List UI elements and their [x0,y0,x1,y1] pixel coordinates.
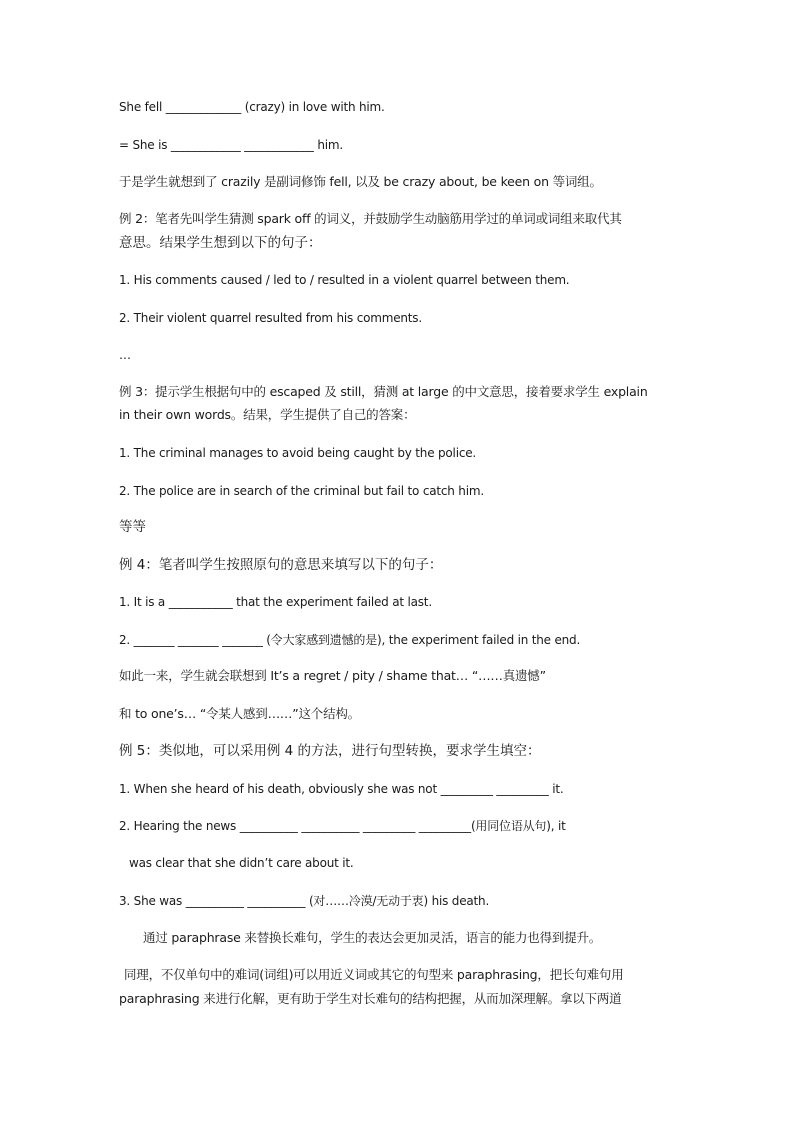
list-item: 1. The criminal manages to avoid being caught by the police. [119,446,477,460]
paragraph-line: in their own words。结果，学生提供了自己的答案： [119,407,416,422]
list-item: 3. She was __________ __________ (对……冷漠/无动于衷) his death. [119,894,490,908]
list-item-continuation: was clear that she didn’t care about it. [129,856,354,870]
example-3-heading: 例 3：提示学生根据句中的 escaped 及 still，猜测 at large 的中文意思，接着要求学生 explain [119,384,648,399]
example-5-heading: 例 5：类似地，可以采用例 4 的方法，进行句型转换，要求学生填空： [119,743,541,759]
ellipsis: … [119,348,131,362]
rewrite-sentence: = She is ____________ ____________ him. [119,138,343,152]
paragraph-line: 意思。结果学生想到以下的句子： [119,235,322,251]
list-item: 1. It is a ___________ that the experiment failed at last. [119,595,432,609]
list-item: 1. When she heard of his death, obviously she was not _________ _________ it. [119,782,564,796]
list-item: 2. The police are in search of the criminal but fail to catch him. [119,484,484,498]
paragraph-line: 同理，不仅单句中的难词(词组)可以用近义词或其它的句型来 paraphrasing，把长句难句用 [124,967,624,982]
list-item: 2. Hearing the news __________ __________ _________ _________(用同位语从句), it [119,819,566,833]
list-item: 2. Their violent quarrel resulted from his comments. [119,311,422,325]
example-2-heading: 例 2：笔者先叫学生猜测 spark off 的词义，并鼓励学生动脑筋用学过的单词或词组来取代其 [119,211,622,226]
list-item: 2. _______ _______ _______ (令大家感到遗憾的是), the experiment failed in the end. [119,633,581,647]
paragraph-line: 于是学生就想到了 crazily 是副词修饰 fell, 以及 be crazy about, be keen on 等词组。 [119,174,602,189]
paragraph-line: 通过 paraphrase 来替换长难句，学生的表达会更加灵活，语言的能力也得到提升。 [143,930,602,945]
paragraph-line: 如此一来，学生就会联想到 It’s a regret / pity / shame that… “……真遗憾” [119,668,546,683]
list-item: 1. His comments caused / led to / resulted in a violent quarrel between them. [119,273,570,287]
paragraph-line: 和 to one’s… “令某人感到……”这个结构。 [119,706,360,721]
paragraph-line: 等等 [119,519,146,535]
example-4-heading: 例 4：笔者叫学生按照原句的意思来填写以下的句子： [119,557,443,573]
example-sentence: She fell _____________ (crazy) in love with him. [119,100,385,114]
paragraph-line: paraphrasing 来进行化解，更有助于学生对长难句的结构把握，从而加深理解。拿以下两道 [119,991,622,1006]
